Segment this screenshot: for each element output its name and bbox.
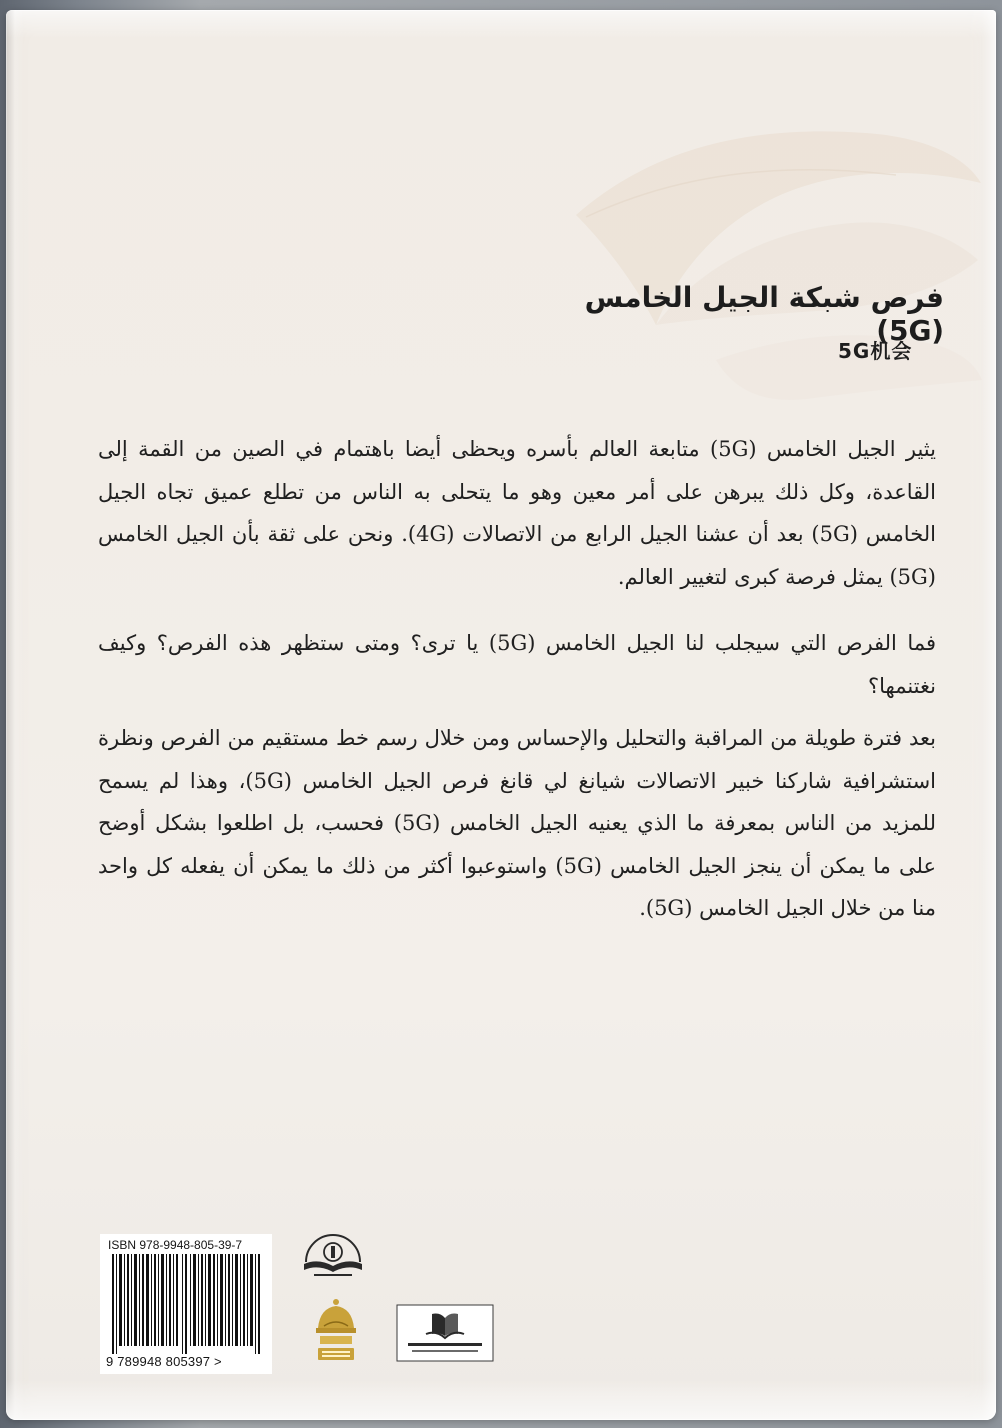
shrink-wrap-highlight-top: [6, 10, 996, 38]
description-paragraph-3: بعد فترة طويلة من المراقبة والتحليل والإحساس ومن خلال رسم خط مستقيم من الفرص ونظرة استشرافية شاركنا خبير الاتصالات شيانغ لي قانغ فرص الجيل الخامس (5G)، وهذا لم يسمح للمزيد من الناس بمعرفة ما الذي يعنيه الجيل الخامس (5G) فحسب، بل اطلعوا بشكل أوضح على ما يمكن أن ينجز الجيل الخامس (5G) واستوعبوا أكثر من ذلك ما يمكن أن يفعله كل واحد منا من خلال الجيل الخامس (5G).: [98, 726, 937, 920]
isbn-label: ISBN 978-9948-805-39-7: [108, 1238, 243, 1252]
book-back-cover: [6, 10, 996, 1420]
arabic-title: فرص شبكة الجيل الخامس (5G): [584, 281, 944, 347]
shrink-wrap-highlight-bottom: [6, 1380, 996, 1420]
description-paragraph-2: فما الفرص التي سيجلب لنا الجيل الخامس (5G) يا ترى؟ ومتى ستظهر هذه الفرص؟ وكيف نغتنمها؟: [98, 631, 936, 698]
chinese-title: 5G机会: [838, 339, 913, 363]
shrink-wrap-edge-left: [6, 10, 24, 1420]
open-book-logo-icon: [396, 1304, 494, 1362]
decorative-swirl: [566, 105, 986, 435]
barcode-digits: 9 789948 805397 >: [106, 1354, 222, 1369]
dome-logo-icon: [306, 1296, 366, 1364]
book-circle-logo-icon: [300, 1232, 366, 1278]
isbn-barcode-block: [100, 1234, 272, 1374]
description-paragraph-1: يثير الجيل الخامس (5G) متابعة العالم بأسره ويحظى أيضا باهتمام في الصين من القمة إلى القاعدة، وكل ذلك يبرهن على أمر معين وهو ما يتحلى به الناس من تطلع عميق تجاه الجيل الخامس (5G) بعد أن عشنا الجيل الرابع من الاتصالات (4G). ونحن على ثقة بأن الجيل الخامس (5G) يمثل فرصة كبرى لتغيير العالم.: [98, 437, 936, 589]
barcode-icon: [110, 1254, 262, 1354]
